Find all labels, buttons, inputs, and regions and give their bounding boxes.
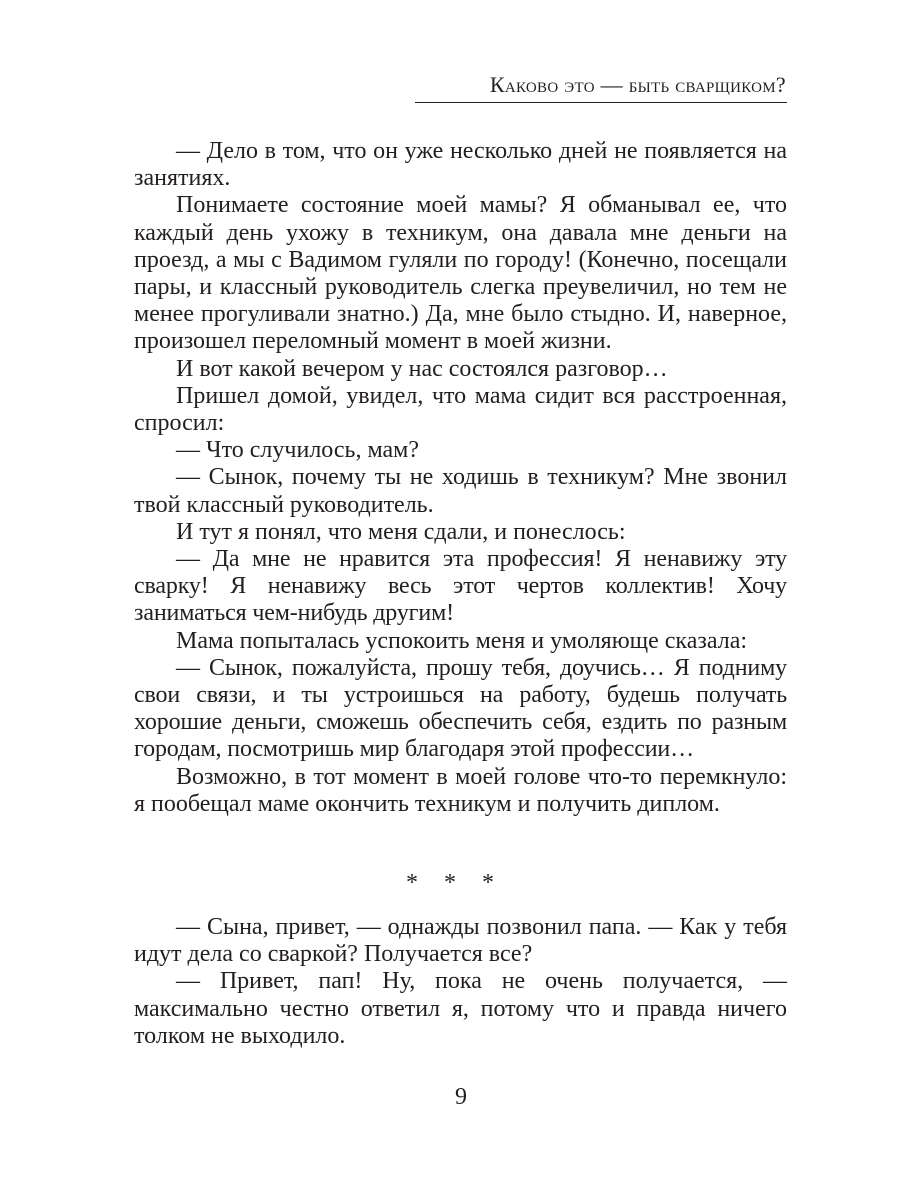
main-text: [134, 138, 787, 818]
main-text-continued: [134, 914, 787, 1050]
paragraph: Пришел домой, увидел, что мама сидит вся расстроенная, спросил:: [134, 382, 787, 437]
paragraph: — Привет, пап! Ну, пока не очень получается, — максимально честно ответил я, потому что и правда ничего толком не выходило.: [134, 968, 787, 1049]
paragraph: — Да мне не нравится эта профессия! Я ненавижу эту сварку! Я ненавижу весь этот чертов коллектив! Хочу заниматься чем-нибудь другим!: [134, 546, 787, 627]
running-head: Каково это — быть сварщиком?: [489, 72, 786, 97]
running-head-rule: [415, 102, 787, 103]
paragraph: И вот какой вечером у нас состоялся разговор…: [176, 355, 668, 382]
paragraph: — Сынок, пожалуйста, прошу тебя, доучись… Я подниму свои связи, и ты устроишься на работу, будешь получать хорошие деньги, сможешь обеспечить себя, ездить по разным городам, посмотришь мир благодаря этой профессии…: [134, 654, 787, 763]
paragraph: Возможно, в тот момент в моей голове что-то перемкнуло: я пообещал маме окончить техникум и получить диплом.: [134, 763, 787, 817]
paragraph: Мама попыталась успокоить меня и умоляюще сказала:: [176, 627, 748, 654]
paragraph: — Сына, привет, — однажды позвонил папа. — Как у тебя идут дела со сваркой? Получается все?: [134, 914, 787, 968]
paragraph: И тут я понял, что меня сдали, и понеслось:: [176, 518, 626, 545]
paragraph: Понимаете состояние моей мамы? Я обманывал ее, что каждый день ухожу в техникум, она давала мне деньги на проезд, а мы с Вадимом гуляли по городу! (Конечно, посещали пары, и классный руководитель слегка преувеличил, но тем не менее прогуливали знатно.) Да, мне было стыдно. И, наверное, произошел переломный момент в моей жизни.: [134, 192, 787, 355]
page-number: 9: [455, 1084, 467, 1110]
paragraph: — Дело в том, что он уже несколько дней не появляется на занятиях.: [134, 138, 787, 192]
section-separator: * * *: [406, 870, 504, 896]
paragraph: — Что случилось, мам?: [176, 437, 419, 464]
paragraph: — Сынок, почему ты не ходишь в техникум? Мне звонил твой классный руководитель.: [134, 464, 787, 518]
